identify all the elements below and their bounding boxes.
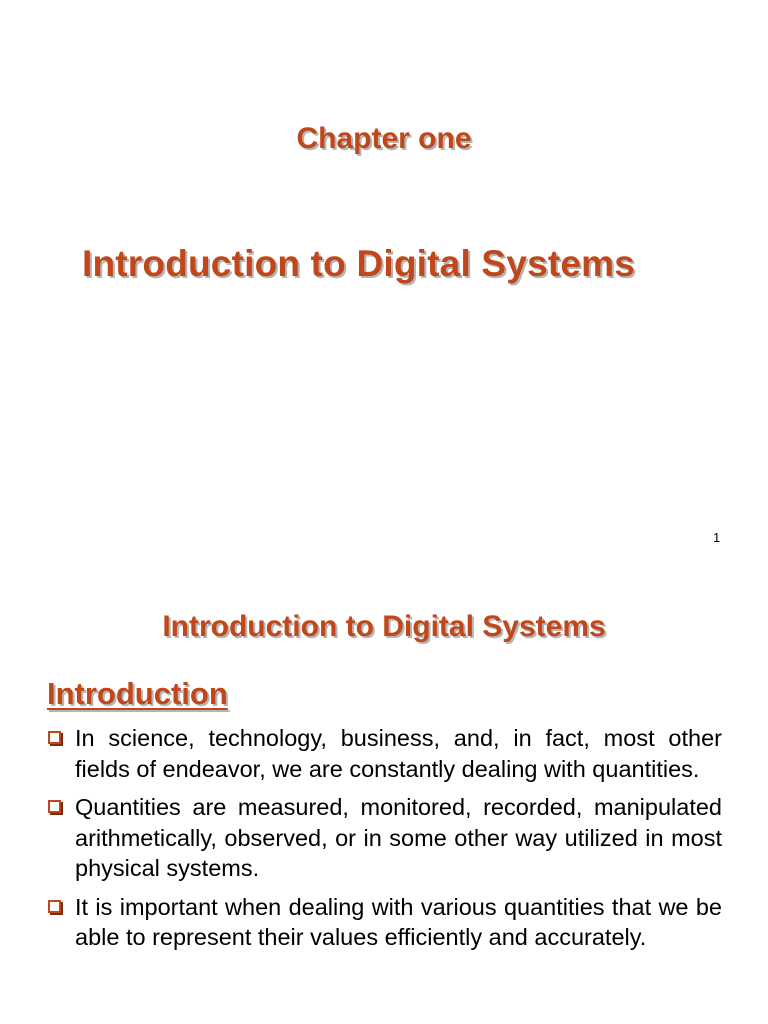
bullet-item [46,792,722,884]
chapter-title: Chapter one [296,122,472,155]
page-number: 1 [713,530,721,545]
hollow-square-bullet-icon [48,731,61,744]
bullet-text: In science, technology, business, and, in fact, most other fields of endeavor, we are constantly dealing with quantities. [75,725,722,782]
section-heading: Introduction [47,676,228,711]
bullet-list [46,723,722,961]
bullet-text: Quantities are measured, monitored, recorded, manipulated arithmetically, observed, or in some other way utilized in most physical systems. [75,794,722,881]
bullet-text: It is important when dealing with various quantities that we be able to represent their values efficiently and accurately. [75,893,722,950]
hollow-square-bullet-icon [48,900,61,913]
main-title: Introduction to Digital Systems [82,243,636,284]
hollow-square-bullet-icon [48,800,61,813]
slide-title: Introduction to Digital Systems [162,610,606,643]
bullet-item [46,723,722,784]
bullet-item [46,892,722,953]
slide-2 [0,560,768,1024]
